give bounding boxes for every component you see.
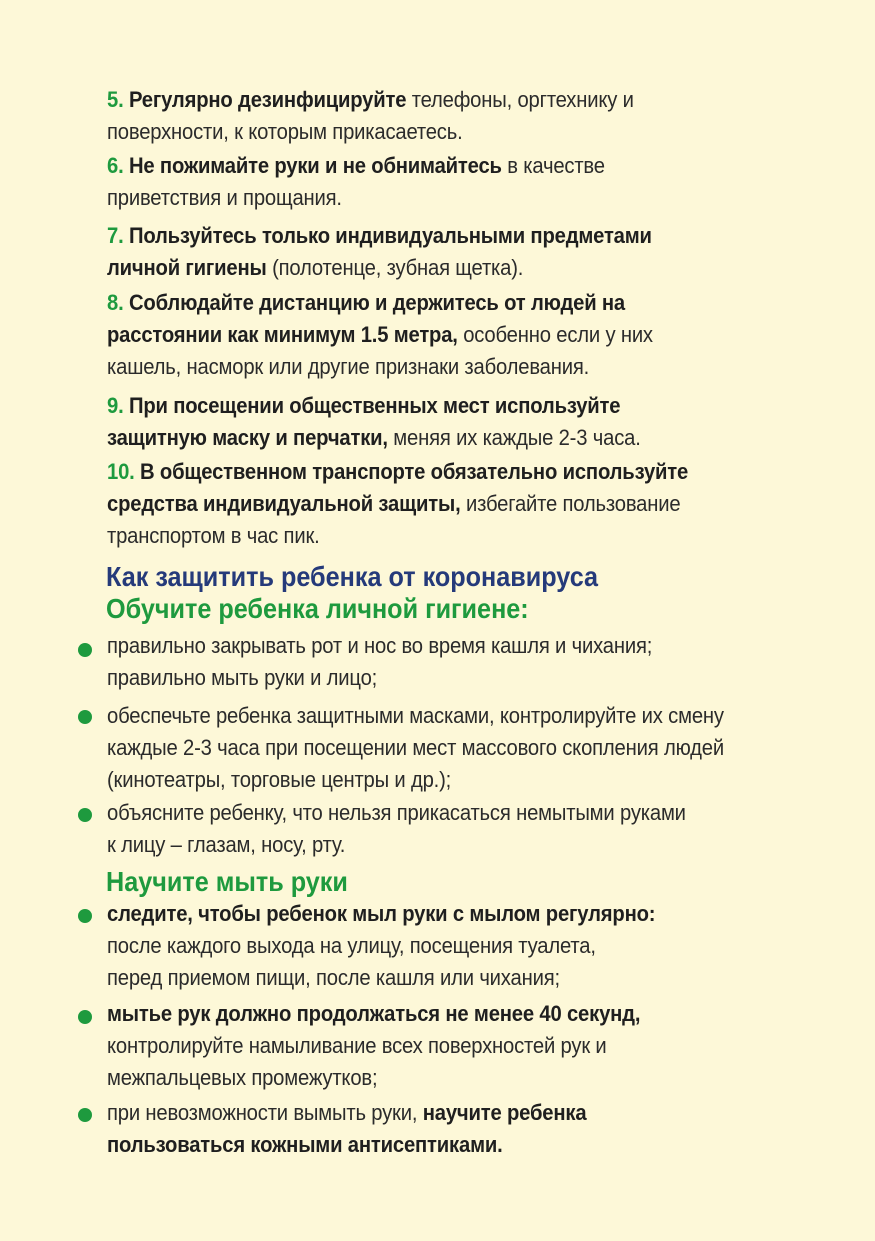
bullet-dot-icon xyxy=(78,643,92,657)
bullet-dot-icon xyxy=(78,808,92,822)
tip-bold-text: расстоянии как минимум 1.5 метра, xyxy=(107,322,458,347)
tip-item-6 xyxy=(107,150,788,214)
tip-text-line: приветствия и прощания. xyxy=(107,185,342,210)
bullet-dot-icon xyxy=(78,909,92,923)
tip-bold-text: Регулярно дезинфицируйте xyxy=(128,87,407,112)
tip-number: 9. xyxy=(107,393,124,418)
bullet-bold-line: следите, чтобы ребенок мыл руки с мылом регулярно: xyxy=(107,901,656,926)
tip-bold-text: При посещении общественных мест используйте xyxy=(128,393,621,418)
bullet-text: при невозможности вымыть руки, xyxy=(107,1100,423,1125)
tip-text: в качестве xyxy=(501,153,605,178)
tip-number: 10. xyxy=(107,459,135,484)
tip-bold-text: В общественном транспорте обязательно используйте xyxy=(140,459,689,484)
bullet-text-line: перед приемом пищи, после кашля или чихания; xyxy=(107,965,560,990)
tip-text-line: поверхности, к которым прикасаетесь. xyxy=(107,119,463,144)
wash-bullet-2 xyxy=(107,998,788,1094)
tip-text: особенно если у них xyxy=(457,322,653,347)
tip-bold-text: защитную маску и перчатки, xyxy=(107,425,388,450)
bullet-text-line: к лицу – глазам, носу, рту. xyxy=(107,832,346,857)
tip-text: меняя их каждые 2-3 часа. xyxy=(387,425,641,450)
tip-item-7 xyxy=(107,220,788,284)
tip-item-10 xyxy=(107,456,788,552)
tip-text: избегайте пользование xyxy=(460,491,681,516)
bullet-text-line: после каждого выхода на улицу, посещения туалета, xyxy=(107,933,596,958)
hygiene-bullet-3 xyxy=(107,797,788,861)
hygiene-bullet-1 xyxy=(107,630,788,694)
tip-text: телефоны, оргтехнику и xyxy=(406,87,634,112)
bullet-text-line: правильно закрывать рот и нос во время кашля и чихания; xyxy=(107,633,653,658)
wash-bullet-3 xyxy=(107,1097,788,1161)
tip-item-8 xyxy=(107,287,788,383)
tip-text: (полотенце, зубная щетка). xyxy=(266,255,524,280)
bullet-text-line: межпальцевых промежутков; xyxy=(107,1065,378,1090)
bullet-dot-icon xyxy=(78,1108,92,1122)
bullet-bold-line: пользоваться кожными антисептиками. xyxy=(107,1132,503,1157)
hygiene-bullet-2 xyxy=(107,700,788,796)
tip-bold-text: Не пожимайте руки и не обнимайтесь xyxy=(128,153,502,178)
tip-bold-text: личной гигиены xyxy=(107,255,267,280)
tip-number: 5. xyxy=(107,87,124,112)
wash-bullet-1 xyxy=(107,898,788,994)
subsection-heading-hygiene: Обучите ребенка личной гигиене: xyxy=(106,593,529,624)
bullet-bold-line: мытье рук должно продолжаться не менее 40 секунд, xyxy=(107,1001,641,1026)
tip-text-line: транспортом в час пик. xyxy=(107,523,320,548)
tip-bold-text: Пользуйтесь только индивидуальными предметами xyxy=(128,223,652,248)
bullet-text-line: каждые 2-3 часа при посещении мест массового скопления людей xyxy=(107,735,724,760)
subsection-heading-wash: Научите мыть руки xyxy=(106,866,348,897)
tip-number: 8. xyxy=(107,290,124,315)
bullet-text-line: правильно мыть руки и лицо; xyxy=(107,665,378,690)
tip-text-line: кашель, насморк или другие признаки заболевания. xyxy=(107,354,590,379)
section-heading: Как защитить ребенка от коронавируса xyxy=(106,561,599,592)
bullet-text-line: обеспечьте ребенка защитными масками, контролируйте их смену xyxy=(107,703,724,728)
bullet-dot-icon xyxy=(78,1010,92,1024)
tip-number: 7. xyxy=(107,223,124,248)
tip-number: 6. xyxy=(107,153,124,178)
bullet-text-line: контролируйте намыливание всех поверхностей рук и xyxy=(107,1033,607,1058)
tip-item-9 xyxy=(107,390,788,454)
bullet-text-line: объясните ребенку, что нельзя прикасаться немытыми руками xyxy=(107,800,686,825)
bullet-bold-text: научите ребенка xyxy=(422,1100,587,1125)
bullet-text-line: (кинотеатры, торговые центры и др.); xyxy=(107,767,452,792)
tip-item-5 xyxy=(107,84,788,148)
tip-bold-text: Соблюдайте дистанцию и держитесь от людей на xyxy=(128,290,626,315)
bullet-dot-icon xyxy=(78,710,92,724)
tip-bold-text: средства индивидуальной защиты, xyxy=(107,491,461,516)
